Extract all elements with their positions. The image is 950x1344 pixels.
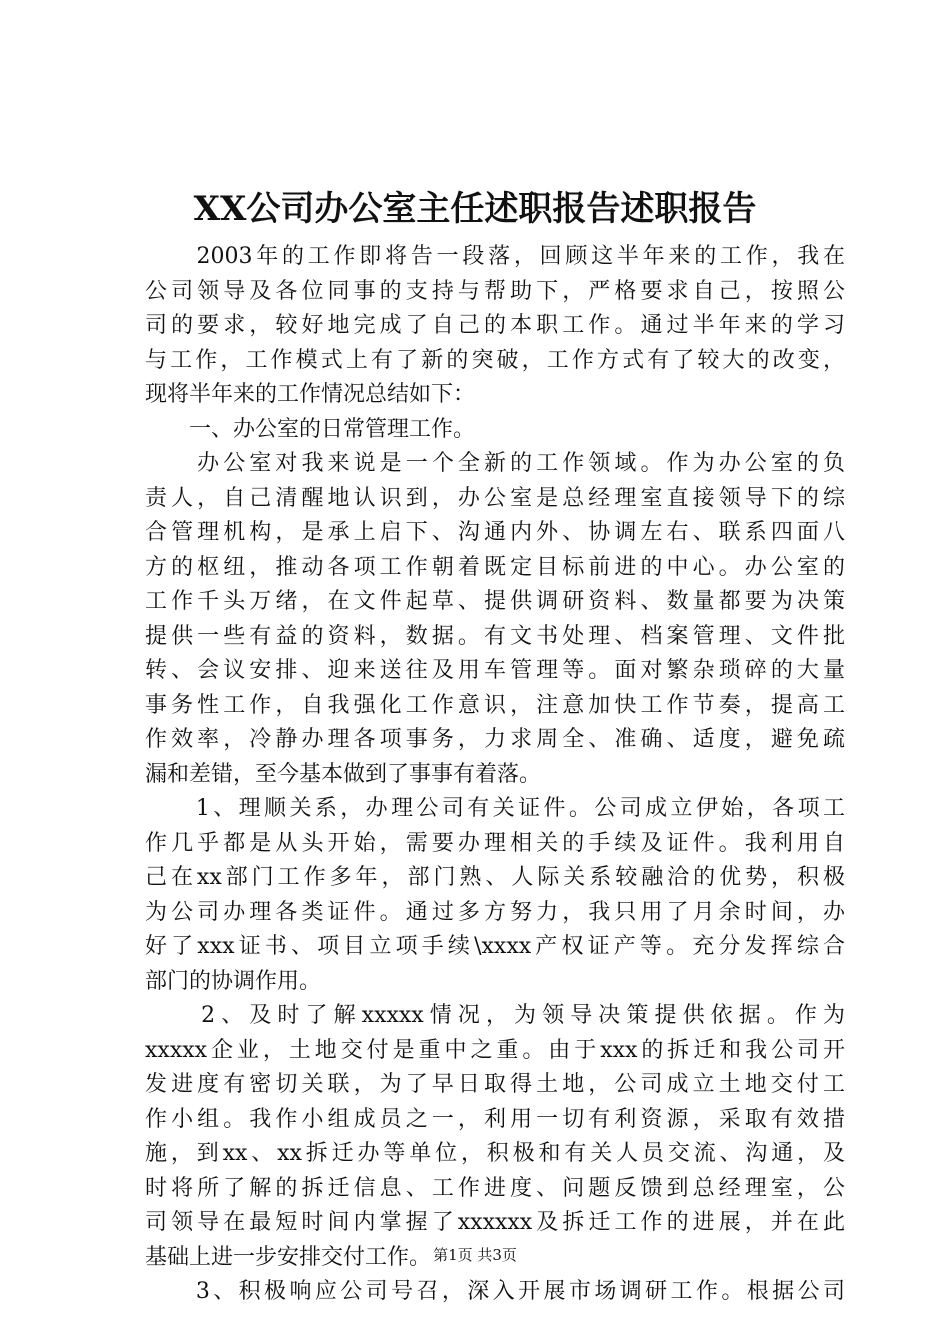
body-line: 基础上进一步安排交付工作。 [145,1244,432,1270]
body-line: xxxxx企业，土地交付是重中之重。由于xxx的拆迁和我公司开 [145,1037,845,1063]
body-line: 转、会议安排、迎来送往及用车管理等。面对繁杂琐碎的大量 [145,658,845,683]
body-line: 1、理顺关系，办理公司有关证件。公司成立伊始，各项工 [145,796,845,821]
body-line: 提供一些有益的资料，数据。有文书处理、档案管理、文件批 [145,623,845,649]
body-line: 发进度有密切关联，为了早日取得土地，公司成立土地交付工 [145,1072,845,1097]
body-line: 合管理机构，是承上启下、沟通内外、协调左右、联系四面八 [145,520,845,545]
body-line: 司的要求，较好地完成了自己的本职工作。通过半年来的学习 [145,313,845,338]
body-line: 施，到xx、xx拆迁办等单位，积极和有关人员交流、沟通，及 [145,1141,845,1166]
body-line: 作几乎都是从头开始，需要办理相关的手续及证件。我利用自 [145,830,845,856]
body-line: 方的枢纽，推动各项工作朝着既定目标前进的中心。办公室的 [145,554,845,580]
body-line: 司领导在最短时间内掌握了xxxxxx及拆迁工作的进展，并在此 [145,1210,845,1235]
page-footer: 第1页 共3页 [433,1246,517,1264]
body-line: 2、及时了解xxxxx情况，为领导决策提供依据。作为 [145,1003,845,1028]
body-line: 一、办公室的日常管理工作。 [145,416,476,442]
body-line: 部门的协调作用。 [145,968,322,994]
body-line: 公司领导及各位同事的支持与帮助下，严格要求自己，按照公 [145,278,845,304]
body-line: 时将所了解的拆迁信息、工作进度、问题反馈到总经理室，公 [145,1175,845,1201]
body-line: 己在xx部门工作多年，部门熟、人际关系较融洽的优势，积极 [145,865,845,890]
body-line: 办公室对我来说是一个全新的工作领域。作为办公室的负 [145,451,845,476]
document-title: XX公司办公室主任述职报告述职报告 [193,189,757,229]
body-line: 作小组。我作小组成员之一，利用一切有利资源，采取有效措 [145,1106,845,1132]
body-line: 责人，自己清醒地认识到，办公室是总经理室直接领导下的综 [145,485,845,511]
body-line: 好了xxx证书、项目立项手续\xxxx产权证产等。充分发挥综合 [145,934,845,959]
body-line: 2003年的工作即将告一段落，回顾这半年来的工作，我在 [145,244,845,269]
document-body [145,240,845,1310]
body-line: 事务性工作，自我强化工作意识，注意加快工作节奏，提高工 [145,692,845,718]
body-line: 漏和差错，至今基本做到了事事有着落。 [145,761,542,787]
body-line: 作效率，冷静办理各项事务，力求周全、准确、适度，避免疏 [145,727,845,752]
body-line: 与工作，工作模式上有了新的突破，工作方式有了较大的改变， [145,347,845,373]
body-line: 为公司办理各类证件。通过多方努力，我只用了月余时间，办 [145,899,845,925]
body-line: 工作千头万绪，在文件起草、提供调研资料、数量都要为决策 [145,589,845,614]
body-line: 3、积极响应公司号召，深入开展市场调研工作。根据公司 [145,1279,845,1304]
body-line: 现将半年来的工作情况总结如下： [145,382,476,407]
